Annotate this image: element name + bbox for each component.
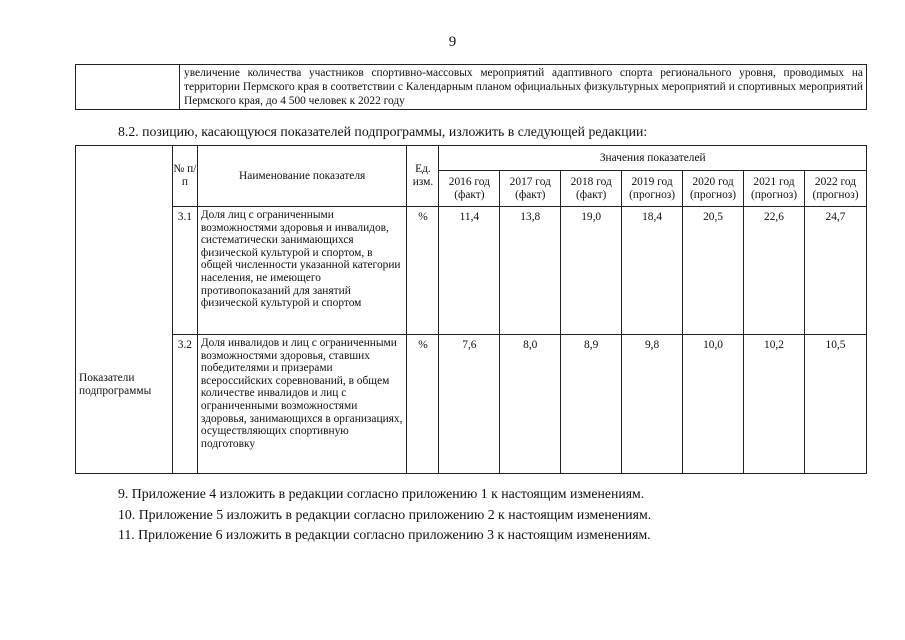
header-unit: Ед. изм. <box>407 146 439 207</box>
row-value: 10,5 <box>804 335 866 474</box>
row-value: 7,6 <box>439 335 500 474</box>
indicators-table <box>75 145 867 474</box>
header-num: № п/п <box>172 146 197 207</box>
row-name: Доля лиц с ограниченными возможностями здоровья и инвалидов, систематически занимающихся физической культурой и спортом, в общей численности указанной категории населения, не имеющего противопоказаний для занятий физической культурой и спортом <box>197 207 407 335</box>
table-row <box>76 335 867 474</box>
top-table-text: увеличение количества участников спортивно-массовых мероприятий адаптивного спорта регионального уровня, проводимых на территории Пермского края в соответствии с Календарным планом официальных физкультурных мероприятий и спортивных мероприятий Пермского края, до 4 500 человек к 2022 году <box>180 65 867 110</box>
row-value: 19,0 <box>561 207 622 335</box>
row-value: 18,4 <box>622 207 683 335</box>
row-value: 13,8 <box>500 207 561 335</box>
header-year: 2022 год (прогноз) <box>804 171 866 207</box>
row-value: 24,7 <box>804 207 866 335</box>
header-year: 2017 год (факт) <box>500 171 561 207</box>
paragraph-9: 9. Приложение 4 изложить в редакции согласно приложению 1 к настоящим изменениям. <box>118 486 645 501</box>
row-unit: % <box>407 335 439 474</box>
header-year: 2018 год (факт) <box>561 171 622 207</box>
paragraph-8-2: 8.2. позицию, касающуюся показателей подпрограммы, изложить в следующей редакции: <box>118 124 648 139</box>
row-value: 11,4 <box>439 207 500 335</box>
row-value: 8,9 <box>561 335 622 474</box>
header-name: Наименование показателя <box>197 146 407 207</box>
paragraph-10: 10. Приложение 5 изложить в редакции согласно приложению 2 к настоящим изменениям. <box>118 507 652 522</box>
row-value: 10,0 <box>683 335 744 474</box>
side-label: Показатели подпрограммы <box>76 146 173 474</box>
header-year: 2021 год (прогноз) <box>744 171 805 207</box>
row-value: 22,6 <box>744 207 805 335</box>
header-values-title: Значения показателей <box>439 146 867 171</box>
top-table-empty-cell <box>76 65 180 110</box>
page-number: 9 <box>448 34 457 50</box>
row-unit: % <box>407 207 439 335</box>
row-num: 3.1 <box>172 207 197 335</box>
paragraph-11: 11. Приложение 6 изложить в редакции согласно приложению 3 к настоящим изменениям. <box>118 527 651 542</box>
table-row <box>76 207 867 335</box>
row-value: 10,2 <box>744 335 805 474</box>
row-value: 9,8 <box>622 335 683 474</box>
header-year: 2020 год (прогноз) <box>683 171 744 207</box>
row-num: 3.2 <box>172 335 197 474</box>
top-table <box>75 64 867 110</box>
row-value: 8,0 <box>500 335 561 474</box>
row-name: Доля инвалидов и лиц с ограниченными возможностями здоровья, ставших победителями и призерами всероссийских соревнований, в общем количестве инвалидов и лиц с ограниченными возможностями здоровья, занимающихся в организациях, осуществляющих спортивную подготовку <box>197 335 407 474</box>
header-year: 2019 год (прогноз) <box>622 171 683 207</box>
row-value: 20,5 <box>683 207 744 335</box>
header-year: 2016 год (факт) <box>439 171 500 207</box>
